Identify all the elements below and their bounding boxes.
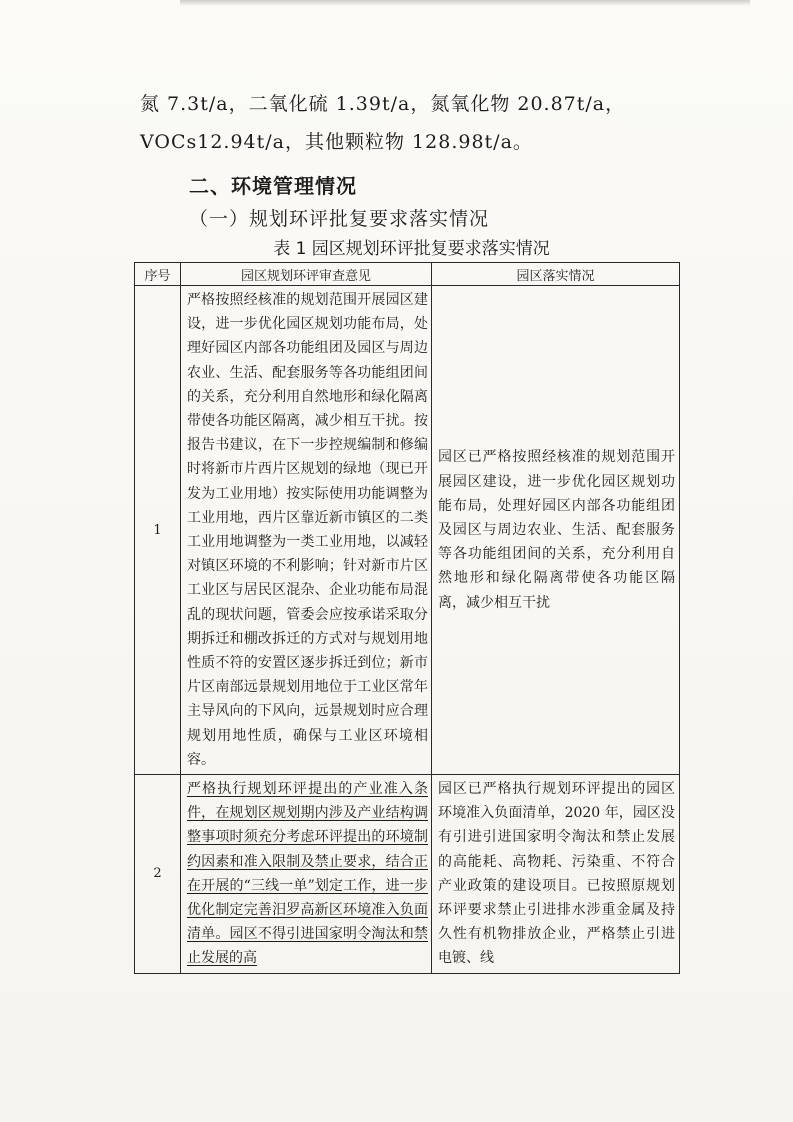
row-opinion: 严格按照经核准的规划范围开展园区建设，进一步优化园区规划功能布局，处理好园区内部各功能组团及园区与周边农业、生活、配套服务等各功能组团间的关系，充分利用自然地形和绿化隔离带使各功能区隔离，减少相互干扰。按报告书建议，在下一步控规编制和修编时将新市片西片区规划的绿地（现已开发为工业用地）按实际使用功能调整为工业用地，西片区靠近新市镇区的二类工业用地调整为一类工业用地，以减轻对镇区环境的不利影响；针对新市片区工业区与居民区混杂、企业功能布局混乱的现状问题，管委会应按承诺采取分期拆迁和棚改拆迁的方式对与规划用地性质不符的安置区逐步拆迁到位；新市片区南部远景规划用地位于工业区常年主导风向的下风向，远景规划时应合理规划用地性质，确保与工业区环境相容。 xyxy=(181,286,432,775)
table-row xyxy=(135,286,680,775)
page-edge-shadow xyxy=(180,0,750,6)
row-index: 1 xyxy=(135,286,181,775)
section-title: 二、环境管理情况 xyxy=(189,174,357,198)
row-status: 园区已严格按照经核准的规划范围开展园区建设，进一步优化园区规划功能布局，处理好园区内部各功能组团及园区与周边农业、生活、配套服务等各功能组团间的关系，充分利用自然地形和绿化隔离带使各功能区隔离，减少相互干扰 xyxy=(432,286,680,775)
table-row xyxy=(135,775,680,974)
emission-text-line-1: 氮 7.3t/a，二氧化硫 1.39t/a，氮氧化物 20.87t/a， xyxy=(140,93,626,115)
row-index: 2 xyxy=(135,775,181,974)
subsection-title: （一）规划环评批复要求落实情况 xyxy=(189,208,490,230)
compliance-table xyxy=(134,262,680,974)
row-status: 园区已严格执行规划环评提出的园区环境准入负面清单，2020 年，园区没有引进引进国家明令淘汰和禁止发展的高能耗、高物耗、污染重、不符合产业政策的建设项目。已按照原规划环评要求禁止引进排水涉重金属及持久性有机物排放企业，严格禁止引进电镀、线 xyxy=(432,775,680,974)
table-header-row xyxy=(135,263,680,286)
header-opinion: 园区规划环评审查意见 xyxy=(181,263,432,286)
header-index: 序号 xyxy=(135,263,181,286)
table-caption: 表 1 园区规划环评批复要求落实情况 xyxy=(273,239,550,259)
emission-text-line-2: VOCs12.94t/a，其他颗粒物 128.98t/a。 xyxy=(140,131,533,153)
row-opinion: 严格执行规划环评提出的产业准入条件，在规划区规划期内涉及产业结构调整事项时须充分考虑环评提出的环境制约因素和准入限制及禁止要求，结合正在开展的“三线一单”划定工作，进一步优化制定完善汨罗高新区环境准入负面清单。园区不得引进国家明令淘汰和禁止发展的高 xyxy=(181,775,432,974)
header-status: 园区落实情况 xyxy=(432,263,680,286)
